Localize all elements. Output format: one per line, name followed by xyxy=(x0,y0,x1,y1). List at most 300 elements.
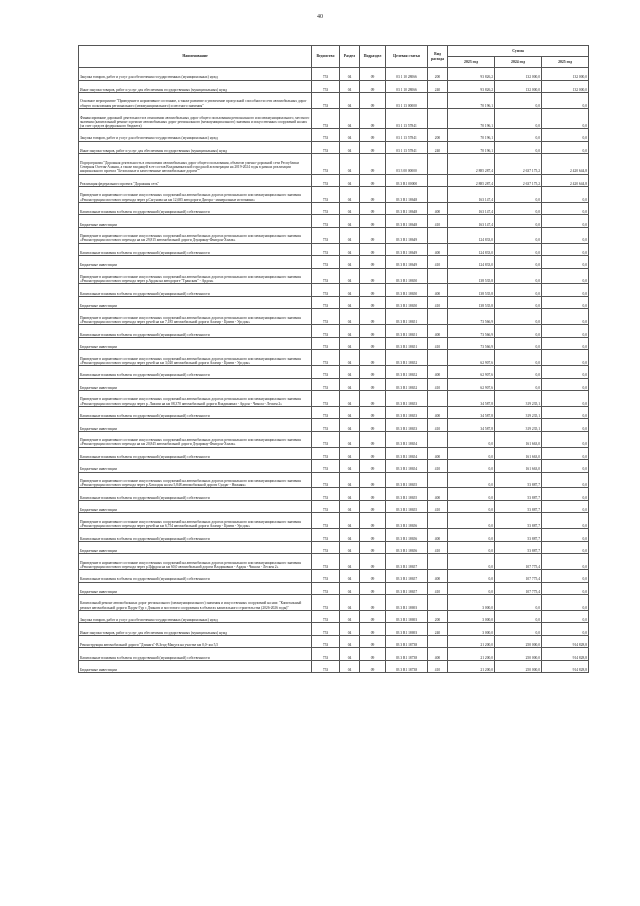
table-cell-name: Бюджетные инвестиции xyxy=(79,378,312,391)
table-cell-name: Капитальные вложения в объекты государственной (муниципальной) собственности xyxy=(79,366,312,379)
table-cell-sum-2025: 0,0 xyxy=(542,268,589,284)
table-cell-name: Капитальные вложения в объекты государственной (муниципальной) собственности xyxy=(79,243,312,256)
table-cell-target-article: 03 3 R1 18657 xyxy=(386,554,428,570)
table-cell-ministry: 753 xyxy=(312,256,340,269)
header-subsection: Подраздел xyxy=(360,46,386,68)
table-cell-ministry: 753 xyxy=(312,570,340,583)
budget-table xyxy=(78,45,589,673)
table-cell-target-article: 03 3 R1 18655 xyxy=(386,488,428,501)
table-cell-sum-2023: 34 587,8 xyxy=(448,391,495,407)
table-cell-section: 04 xyxy=(340,202,360,215)
table-cell-sum-2024: 0,0 xyxy=(495,337,542,350)
table-cell-target-article: 03 3 R1 18652 xyxy=(386,366,428,379)
table-cell-sum-2024: 107 775,4 xyxy=(495,570,542,583)
table-row xyxy=(79,378,589,391)
table-cell-subsection: 09 xyxy=(360,447,386,460)
table-cell-sum-2023: 138 535,8 xyxy=(448,296,495,309)
table-cell-sum-2024: 0,0 xyxy=(495,268,542,284)
table-cell-expense-type: 410 xyxy=(428,215,448,228)
table-cell-ministry: 753 xyxy=(312,500,340,513)
table-row xyxy=(79,215,589,228)
table-cell-subsection: 09 xyxy=(360,80,386,93)
table-cell-subsection: 09 xyxy=(360,460,386,473)
table-cell-ministry: 753 xyxy=(312,460,340,473)
table-cell-sum-2023: 62 907,6 xyxy=(448,350,495,366)
table-cell-sum-2025: 2 420 644,8 xyxy=(542,174,589,187)
table-cell-sum-2024: 0,0 xyxy=(495,215,542,228)
header-year-2024: 2024 год xyxy=(495,57,542,68)
page-number: 40 xyxy=(317,14,323,20)
table-cell-name: Бюджетные инвестиции xyxy=(79,337,312,350)
table-cell-subsection: 09 xyxy=(360,268,386,284)
table-cell-sum-2023: 70 196,1 xyxy=(448,108,495,128)
table-cell-sum-2024: 53 887,7 xyxy=(495,500,542,513)
table-cell-sum-2023: 138 535,8 xyxy=(448,284,495,297)
table-cell-name: Подпрограмма "Дорожная деятельность в отношении автомобильных дорог общего пользования, объектов улично-дорожной сети Республики Северная Осетия-Алания, а также входящей в ее состав Владикавказской городской агломерации на 2019-2024 годы в рамках реализации национального проекта "Безопасные и качественные автомобильные дороги"" xyxy=(79,154,312,174)
table-cell-ministry: 753 xyxy=(312,325,340,338)
table-cell-expense-type: 410 xyxy=(428,660,448,673)
table-cell-section: 04 xyxy=(340,366,360,379)
table-cell-subsection: 09 xyxy=(360,108,386,128)
table-cell-expense-type: 200 xyxy=(428,610,448,623)
table-cell-sum-2023: 3 000,0 xyxy=(448,610,495,623)
table-cell-ministry: 753 xyxy=(312,187,340,203)
table-cell-ministry: 753 xyxy=(312,529,340,542)
table-cell-target-article: 03 1 13 57841 xyxy=(386,141,428,154)
table-cell-subsection: 09 xyxy=(360,309,386,325)
table-row xyxy=(79,554,589,570)
table-cell-sum-2024: 0,0 xyxy=(495,202,542,215)
table-row xyxy=(79,243,589,256)
table-row xyxy=(79,187,589,203)
table-cell-sum-2023: 163 147,4 xyxy=(448,215,495,228)
table-cell-subsection: 09 xyxy=(360,513,386,529)
table-cell-sum-2025: 0,0 xyxy=(542,309,589,325)
table-cell-target-article: 03 3 R1 18650 xyxy=(386,284,428,297)
table-cell-ministry: 753 xyxy=(312,406,340,419)
table-cell-sum-2023: 0,0 xyxy=(448,447,495,460)
table-cell-ministry: 753 xyxy=(312,648,340,661)
table-cell-section: 04 xyxy=(340,541,360,554)
table-cell-target-article: 03 1 13 57841 xyxy=(386,108,428,128)
table-cell-name: Закупка товаров, работ и услуг для обеспечения государственных (муниципальных) нужд xyxy=(79,129,312,142)
table-cell-target-article: 03 3 R1 18654 xyxy=(386,431,428,447)
table-cell-sum-2024: 53 887,7 xyxy=(495,529,542,542)
table-cell-name: Иные закупки товаров, работ и услуг для обеспечения государственных (муниципальных) нужд xyxy=(79,80,312,93)
table-cell-subsection: 09 xyxy=(360,154,386,174)
table-cell-name: Бюджетные инвестиции xyxy=(79,419,312,432)
table-cell-sum-2023: 21 200,0 xyxy=(448,660,495,673)
table-cell-name: Приведение в нормативное состояние искусственных сооружений на автомобильных дорогах регионального или межмуниципального значения «Реконструкция мостового перехода через р. Лиахви на км 08,370 автомобильной дороги Владикавказ - Ардон - Чикола - Лескен 2» xyxy=(79,391,312,407)
table-cell-expense-type xyxy=(428,635,448,648)
table-cell-target-article: 03 3 R1 18693 xyxy=(386,610,428,623)
table-cell-sum-2024: 53 887,7 xyxy=(495,488,542,501)
table-cell-sum-2025: 0,0 xyxy=(542,460,589,473)
table-cell-section: 04 xyxy=(340,337,360,350)
table-cell-target-article: 03 3 R1 18656 xyxy=(386,541,428,554)
table-cell-sum-2024: 250 000,0 xyxy=(495,648,542,661)
table-cell-sum-2024: 161 663,0 xyxy=(495,460,542,473)
table-cell-name: Приведение в нормативное состояние искусственных сооружений на автомобильных дорогах регионального или межмуниципального значения «Реконструкция мостового перехода через ручей на км 7,185 автомобильной дороги Алагир - Цмити - Урсдон» xyxy=(79,309,312,325)
table-cell-section: 04 xyxy=(340,391,360,407)
table-cell-target-article: 03 3 R1 18693 xyxy=(386,623,428,636)
table-cell-sum-2025: 0,0 xyxy=(542,513,589,529)
table-cell-section: 04 xyxy=(340,215,360,228)
table-cell-sum-2023: 73 566,9 xyxy=(448,325,495,338)
table-row xyxy=(79,660,589,673)
table-cell-expense-type: 400 xyxy=(428,488,448,501)
table-cell-name: Приведение в нормативное состояние искусственных сооружений на автомобильных дорогах регионального или межмуниципального значения «Реконструкция мостового перехода через ручей на км 6,754 автомобильной дороги Алагир - Цмити - Урсдон» xyxy=(79,513,312,529)
table-cell-sum-2024: 0,0 xyxy=(495,350,542,366)
table-cell-name: Приведение в нормативное состояние искусственных сооружений на автомобильных дорогах регионального или межмуниципального значения «Реконструкция мостового перехода через р.Хаталдон на км 5,848 автомобильной дороги Суадаг - Нижняя» xyxy=(79,472,312,488)
table-cell-section: 04 xyxy=(340,129,360,142)
table-cell-target-article: 03 3 R1 18657 xyxy=(386,582,428,595)
table-cell-target-article: 03 3 R1 18656 xyxy=(386,529,428,542)
table-cell-ministry: 753 xyxy=(312,243,340,256)
table-cell-ministry: 753 xyxy=(312,610,340,623)
table-cell-subsection: 09 xyxy=(360,582,386,595)
table-cell-target-article: 03 1 13 57841 xyxy=(386,129,428,142)
table-cell-subsection: 09 xyxy=(360,595,386,611)
table-row xyxy=(79,391,589,407)
table-cell-target-article: 03 3 R1 18651 xyxy=(386,309,428,325)
table-cell-subsection: 09 xyxy=(360,215,386,228)
table-row xyxy=(79,595,589,611)
table-cell-section: 04 xyxy=(340,68,360,81)
table-row xyxy=(79,513,589,529)
table-cell-ministry: 753 xyxy=(312,513,340,529)
table-cell-section: 04 xyxy=(340,325,360,338)
table-cell-expense-type xyxy=(428,391,448,407)
table-cell-subsection: 09 xyxy=(360,187,386,203)
table-cell-expense-type: 400 xyxy=(428,325,448,338)
table-cell-subsection: 09 xyxy=(360,648,386,661)
table-cell-sum-2024: 0,0 xyxy=(495,227,542,243)
table-cell-target-article: 03 1 10 28066 xyxy=(386,80,428,93)
table-row xyxy=(79,68,589,81)
table-cell-sum-2025: 0,0 xyxy=(542,431,589,447)
table-cell-target-article: 03 3 R1 18650 xyxy=(386,268,428,284)
table-cell-target-article: 03 3 R1 18651 xyxy=(386,337,428,350)
table-cell-subsection: 09 xyxy=(360,529,386,542)
table-cell-expense-type: 200 xyxy=(428,68,448,81)
table-cell-section: 04 xyxy=(340,141,360,154)
table-cell-subsection: 09 xyxy=(360,472,386,488)
table-cell-sum-2023: 124 833,0 xyxy=(448,256,495,269)
table-cell-expense-type xyxy=(428,93,448,109)
table-row xyxy=(79,154,589,174)
table-cell-subsection: 09 xyxy=(360,541,386,554)
header-ministry: Ведомство xyxy=(312,46,340,68)
table-cell-sum-2024: 53 887,7 xyxy=(495,513,542,529)
table-cell-expense-type: 410 xyxy=(428,296,448,309)
table-cell-expense-type: 410 xyxy=(428,500,448,513)
table-header xyxy=(79,46,589,68)
table-row xyxy=(79,174,589,187)
table-cell-sum-2024: 0,0 xyxy=(495,623,542,636)
table-cell-name: Бюджетные инвестиции xyxy=(79,215,312,228)
table-cell-sum-2025: 0,0 xyxy=(542,595,589,611)
table-cell-section: 04 xyxy=(340,296,360,309)
table-cell-expense-type: 200 xyxy=(428,129,448,142)
table-cell-section: 04 xyxy=(340,660,360,673)
table-cell-subsection: 09 xyxy=(360,635,386,648)
table-cell-section: 04 xyxy=(340,108,360,128)
table-cell-subsection: 09 xyxy=(360,431,386,447)
table-row xyxy=(79,500,589,513)
table-cell-sum-2025: 0,0 xyxy=(542,488,589,501)
table-cell-sum-2023: 163 147,4 xyxy=(448,187,495,203)
table-cell-section: 04 xyxy=(340,256,360,269)
table-cell-expense-type: 240 xyxy=(428,623,448,636)
table-cell-ministry: 753 xyxy=(312,541,340,554)
table-cell-ministry: 753 xyxy=(312,582,340,595)
table-cell-name: Приведение в нормативное состояние искусственных сооружений на автомобильных дорогах регионального или межмуниципального значения «Реконструкция мостового перехода через р.Ардон на автодороге "Транскам" - Ардон» xyxy=(79,268,312,284)
table-cell-ministry: 753 xyxy=(312,554,340,570)
table-cell-name: Приведение в нормативное состояние искусственных сооружений на автомобильных дорогах регионального или межмуниципального значения «Реконструкция мостового перехода через р.Цфрдон на км 60,0 автомобильной дороги Владикавказ - Ардон - Чикола - Лескен 2» xyxy=(79,554,312,570)
table-cell-sum-2025: 0,0 xyxy=(542,227,589,243)
table-cell-ministry: 753 xyxy=(312,472,340,488)
table-cell-sum-2024: 0,0 xyxy=(495,296,542,309)
table-cell-sum-2025: 0,0 xyxy=(542,623,589,636)
table-cell-subsection: 09 xyxy=(360,243,386,256)
table-cell-sum-2023: 0,0 xyxy=(448,488,495,501)
table-cell-sum-2025: 0,0 xyxy=(542,366,589,379)
table-cell-expense-type: 410 xyxy=(428,378,448,391)
table-cell-sum-2023: 138 535,8 xyxy=(448,268,495,284)
table-cell-ministry: 753 xyxy=(312,108,340,128)
table-cell-name: Закупка товаров, работ и услуг для обеспечения государственных (муниципальных) нужд xyxy=(79,68,312,81)
table-cell-expense-type xyxy=(428,309,448,325)
table-cell-subsection: 09 xyxy=(360,202,386,215)
table-cell-expense-type: 410 xyxy=(428,337,448,350)
table-cell-sum-2024: 0,0 xyxy=(495,610,542,623)
table-row xyxy=(79,325,589,338)
table-cell-ministry: 753 xyxy=(312,93,340,109)
table-cell-target-article: 03 3 R1 18657 xyxy=(386,570,428,583)
table-cell-expense-type: 400 xyxy=(428,406,448,419)
table-cell-section: 04 xyxy=(340,595,360,611)
table-cell-section: 04 xyxy=(340,447,360,460)
table-cell-sum-2025: 0,0 xyxy=(542,296,589,309)
table-cell-sum-2025: 0,0 xyxy=(542,472,589,488)
table-cell-section: 04 xyxy=(340,460,360,473)
table-cell-sum-2023: 62 907,6 xyxy=(448,366,495,379)
table-cell-sum-2025: 0,0 xyxy=(542,570,589,583)
table-cell-expense-type xyxy=(428,227,448,243)
table-cell-subsection: 09 xyxy=(360,325,386,338)
table-cell-target-article: 03 3 R1 18738 xyxy=(386,660,428,673)
table-cell-name: Финансирование дорожной деятельности в отношении автомобильных дорог общего пользования регионального или межмуниципального, местного значения (капитальный ремонт и ремонт автомобильных дорог регионального (межмуниципального) значения и искусственных сооружений на них (за счет средств федерального бюджета) xyxy=(79,108,312,128)
table-cell-target-article: 03 3 R1 18655 xyxy=(386,500,428,513)
table-cell-ministry: 753 xyxy=(312,391,340,407)
table-cell-name: Бюджетные инвестиции xyxy=(79,660,312,673)
table-row xyxy=(79,610,589,623)
table-cell-sum-2025: 0,0 xyxy=(542,554,589,570)
table-cell-target-article: 03 3 R1 18655 xyxy=(386,472,428,488)
table-cell-expense-type: 410 xyxy=(428,541,448,554)
table-cell-ministry: 753 xyxy=(312,660,340,673)
table-cell-section: 04 xyxy=(340,635,360,648)
table-row xyxy=(79,93,589,109)
table-cell-section: 04 xyxy=(340,623,360,636)
table-cell-ministry: 753 xyxy=(312,635,340,648)
table-cell-ministry: 753 xyxy=(312,419,340,432)
table-cell-section: 04 xyxy=(340,174,360,187)
table-row xyxy=(79,202,589,215)
table-cell-sum-2024: 0,0 xyxy=(495,325,542,338)
table-cell-name: Бюджетные инвестиции xyxy=(79,500,312,513)
table-cell-ministry: 753 xyxy=(312,337,340,350)
table-cell-expense-type: 400 xyxy=(428,648,448,661)
table-cell-sum-2023: 0,0 xyxy=(448,554,495,570)
table-cell-sum-2024: 132 000,0 xyxy=(495,68,542,81)
table-cell-sum-2025: 0,0 xyxy=(542,129,589,142)
header-year-2023: 2023 год xyxy=(448,57,495,68)
table-row xyxy=(79,366,589,379)
table-cell-subsection: 09 xyxy=(360,141,386,154)
table-cell-subsection: 09 xyxy=(360,350,386,366)
table-cell-subsection: 09 xyxy=(360,284,386,297)
table-cell-expense-type: 400 xyxy=(428,447,448,460)
table-cell-section: 04 xyxy=(340,610,360,623)
table-cell-sum-2025: 0,0 xyxy=(542,141,589,154)
table-row xyxy=(79,447,589,460)
table-cell-target-article: 03 3 R1 18738 xyxy=(386,648,428,661)
header-year-2025: 2025 год xyxy=(542,57,589,68)
table-cell-sum-2025: 0,0 xyxy=(542,529,589,542)
table-cell-sum-2025: 914 828,8 xyxy=(542,635,589,648)
table-cell-sum-2023: 0,0 xyxy=(448,541,495,554)
table-cell-name: Капитальные вложения в объекты государственной (муниципальной) собственности xyxy=(79,325,312,338)
table-cell-name: Капитальные вложения в объекты государственной (муниципальной) собственности xyxy=(79,406,312,419)
table-cell-expense-type xyxy=(428,472,448,488)
table-cell-expense-type: 410 xyxy=(428,460,448,473)
table-cell-section: 04 xyxy=(340,582,360,595)
table-row xyxy=(79,129,589,142)
table-cell-target-article: 03 3 R1 18653 xyxy=(386,406,428,419)
table-cell-subsection: 09 xyxy=(360,419,386,432)
table-cell-section: 04 xyxy=(340,500,360,513)
table-cell-subsection: 09 xyxy=(360,366,386,379)
table-cell-sum-2025: 0,0 xyxy=(542,582,589,595)
table-cell-sum-2023: 62 907,6 xyxy=(448,378,495,391)
table-cell-sum-2025: 0,0 xyxy=(542,187,589,203)
table-cell-section: 04 xyxy=(340,268,360,284)
table-cell-name: Приведение в нормативное состояние искусственных сооружений на автомобильных дорогах регионального или межмуниципального значения «Реконструкция мостового перехода на км 20,845 автомобильной дороги Дзуарикау-Фиагдон-Хилак» xyxy=(79,431,312,447)
table-cell-sum-2023: 0,0 xyxy=(448,513,495,529)
table-cell-sum-2024: 161 663,0 xyxy=(495,447,542,460)
table-cell-expense-type xyxy=(428,595,448,611)
table-cell-sum-2025: 0,0 xyxy=(542,406,589,419)
table-cell-sum-2025: 0,0 xyxy=(542,378,589,391)
table-cell-name: Закупка товаров, работ и услуг для обеспечения государственных (муниципальных) нужд xyxy=(79,610,312,623)
table-cell-sum-2024: 250 000,0 xyxy=(495,635,542,648)
table-cell-target-article: 03 3 R1 18693 xyxy=(386,595,428,611)
table-row xyxy=(79,529,589,542)
table-cell-section: 04 xyxy=(340,243,360,256)
table-row xyxy=(79,582,589,595)
table-cell-subsection: 09 xyxy=(360,500,386,513)
table-row xyxy=(79,648,589,661)
table-row xyxy=(79,337,589,350)
table-cell-section: 04 xyxy=(340,93,360,109)
table-cell-ministry: 753 xyxy=(312,227,340,243)
table-cell-sum-2023: 0,0 xyxy=(448,529,495,542)
table-cell-ministry: 753 xyxy=(312,623,340,636)
table-cell-expense-type xyxy=(428,174,448,187)
table-cell-sum-2025: 0,0 xyxy=(542,541,589,554)
table-cell-target-article: 03 3 R1 18653 xyxy=(386,419,428,432)
table-cell-target-article: 03 3 R1 18649 xyxy=(386,256,428,269)
table-cell-subsection: 09 xyxy=(360,337,386,350)
table-cell-section: 04 xyxy=(340,431,360,447)
table-cell-ministry: 753 xyxy=(312,174,340,187)
table-cell-subsection: 09 xyxy=(360,570,386,583)
table-cell-sum-2023: 3 000,0 xyxy=(448,623,495,636)
table-cell-target-article: 03 3 R1 18738 xyxy=(386,635,428,648)
table-cell-name: Капитальные вложения в объекты государственной (муниципальной) собственности xyxy=(79,202,312,215)
table-cell-target-article: 03 3 00 00000 xyxy=(386,154,428,174)
table-cell-expense-type xyxy=(428,108,448,128)
table-row xyxy=(79,141,589,154)
table-cell-subsection: 09 xyxy=(360,554,386,570)
table-cell-sum-2024: 0,0 xyxy=(495,141,542,154)
table-cell-sum-2023: 2 885 287,4 xyxy=(448,154,495,174)
table-cell-name: Иные закупки товаров, работ и услуг для обеспечения государственных (муниципальных) нужд xyxy=(79,623,312,636)
table-cell-ministry: 753 xyxy=(312,268,340,284)
table-cell-ministry: 753 xyxy=(312,80,340,93)
table-cell-name: Капитальные вложения в объекты государственной (муниципальной) собственности xyxy=(79,488,312,501)
table-cell-sum-2023: 34 587,8 xyxy=(448,419,495,432)
table-cell-sum-2024: 0,0 xyxy=(495,284,542,297)
table-cell-ministry: 753 xyxy=(312,488,340,501)
table-cell-sum-2024: 0,0 xyxy=(495,309,542,325)
table-cell-expense-type: 410 xyxy=(428,256,448,269)
table-cell-sum-2025: 2 420 644,8 xyxy=(542,154,589,174)
table-cell-expense-type: 400 xyxy=(428,202,448,215)
table-cell-expense-type: 400 xyxy=(428,243,448,256)
table-cell-target-article: 03 3 R1 18656 xyxy=(386,513,428,529)
table-cell-section: 04 xyxy=(340,472,360,488)
table-cell-ministry: 753 xyxy=(312,309,340,325)
table-cell-sum-2023: 0,0 xyxy=(448,582,495,595)
table-cell-sum-2023: 163 147,4 xyxy=(448,202,495,215)
table-row xyxy=(79,108,589,128)
table-cell-section: 04 xyxy=(340,309,360,325)
table-cell-ministry: 753 xyxy=(312,154,340,174)
table-cell-sum-2024: 0,0 xyxy=(495,129,542,142)
table-cell-section: 04 xyxy=(340,488,360,501)
table-cell-name: Приведение в нормативное состояние искусственных сооружений на автомобильных дорогах регионального или межмуниципального значения «Реконструкция мостового перехода через ручей на км 3,020 автомобильной дороги Алагир - Цмити - Урсдон» xyxy=(79,350,312,366)
table-cell-sum-2024: 250 000,0 xyxy=(495,660,542,673)
table-cell-sum-2025: 0,0 xyxy=(542,108,589,128)
table-cell-expense-type: 400 xyxy=(428,570,448,583)
table-cell-subsection: 09 xyxy=(360,623,386,636)
table-cell-sum-2024: 107 775,4 xyxy=(495,554,542,570)
table-cell-name: Бюджетные инвестиции xyxy=(79,541,312,554)
table-cell-expense-type xyxy=(428,154,448,174)
table-cell-name: Бюджетные инвестиции xyxy=(79,256,312,269)
table-cell-target-article: 03 3 R1 18652 xyxy=(386,350,428,366)
table-row xyxy=(79,570,589,583)
table-row xyxy=(79,80,589,93)
table-row xyxy=(79,350,589,366)
table-cell-ministry: 753 xyxy=(312,215,340,228)
table-cell-sum-2024: 0,0 xyxy=(495,366,542,379)
table-cell-target-article: 03 3 R1 18653 xyxy=(386,391,428,407)
table-cell-sum-2025: 0,0 xyxy=(542,93,589,109)
